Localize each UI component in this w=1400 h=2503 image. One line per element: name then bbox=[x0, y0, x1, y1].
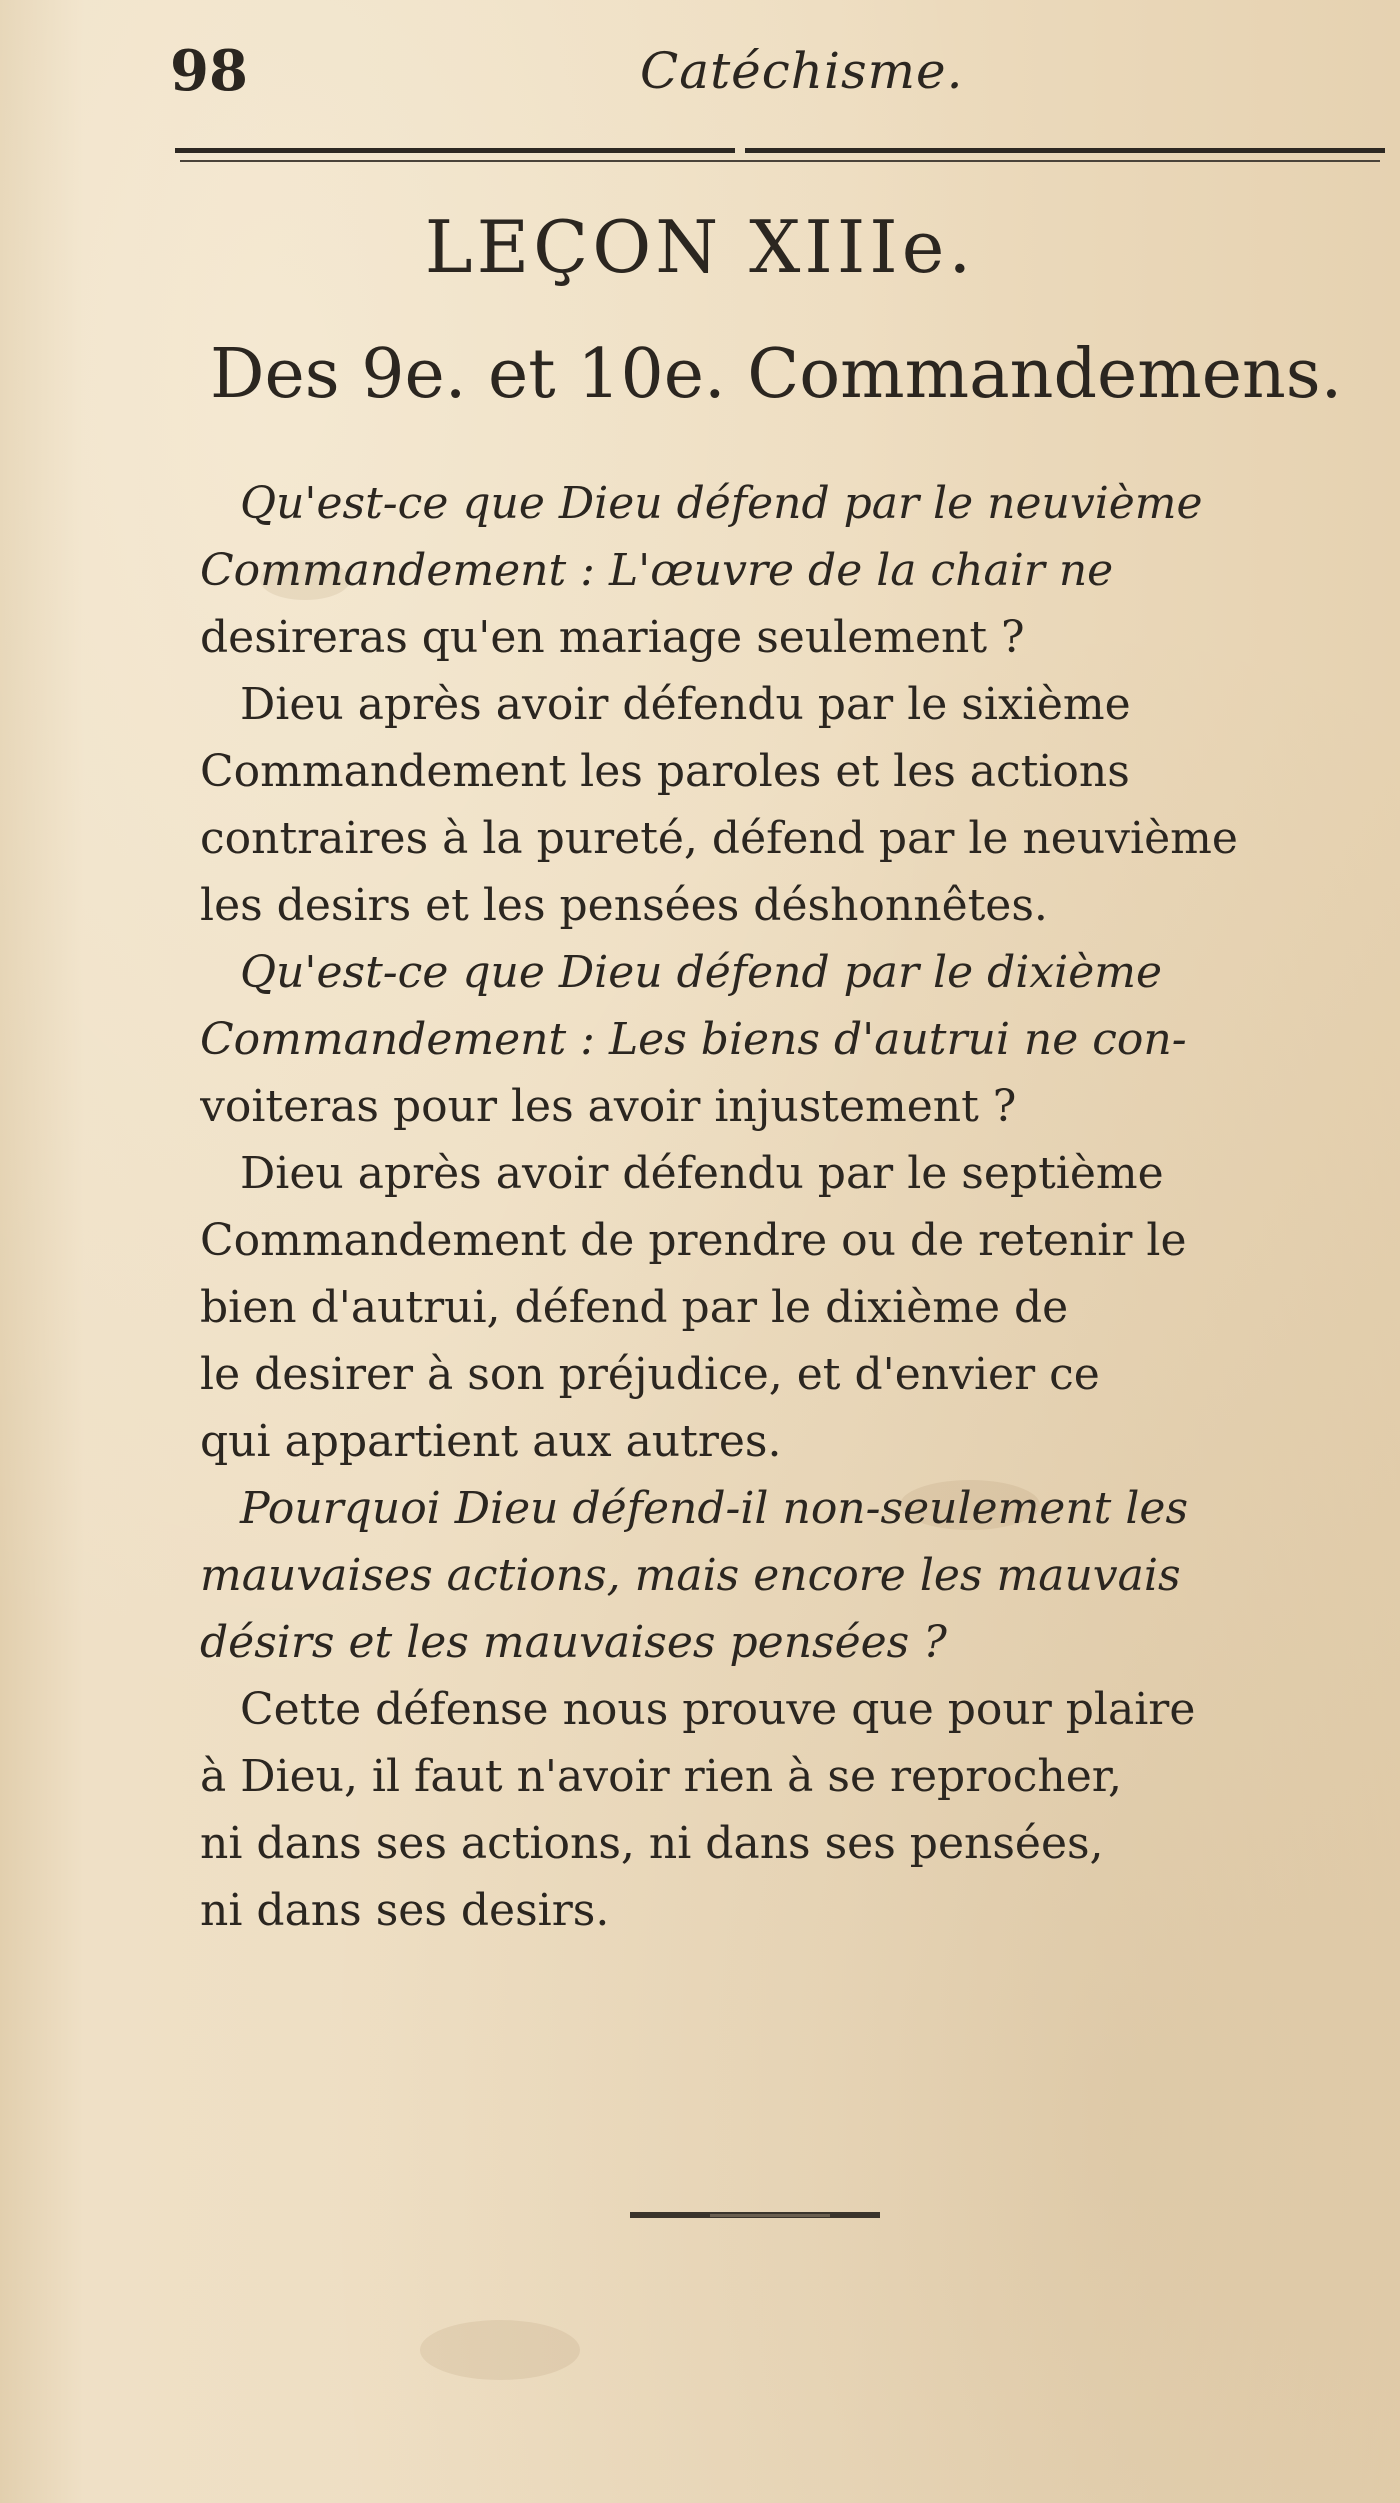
text-line: Commandement : L'œuvre de la chair ne bbox=[200, 545, 1114, 596]
text-line: Commandement de prendre ou de retenir le bbox=[200, 1215, 1187, 1266]
text-line: Commandement les paroles et les actions bbox=[200, 746, 1130, 797]
catechism-body bbox=[200, 470, 1380, 1944]
text-line: Dieu après avoir défendu par le septième bbox=[240, 1148, 1164, 1199]
closing-ornament-rule bbox=[630, 2212, 880, 2218]
answer-paragraph bbox=[200, 1140, 1380, 1475]
answer-paragraph bbox=[200, 671, 1380, 939]
question-paragraph bbox=[200, 939, 1380, 1140]
text-line: Pourquoi Dieu défend-il non-seulement les bbox=[240, 1483, 1189, 1534]
running-head: Catéchisme. bbox=[640, 42, 964, 100]
text-line: contraires à la pureté, défend par le neuvième bbox=[200, 813, 1238, 864]
question-paragraph bbox=[200, 1475, 1380, 1676]
header-rule-left bbox=[175, 148, 735, 153]
text-line: ni dans ses actions, ni dans ses pensées, bbox=[200, 1818, 1104, 1869]
text-line: desireras qu'en mariage seulement ? bbox=[200, 612, 1025, 663]
text-line: ni dans ses desirs. bbox=[200, 1885, 610, 1936]
page-header bbox=[170, 38, 1390, 108]
page-number: 98 bbox=[170, 38, 248, 104]
text-line: le desirer à son préjudice, et d'envier ce bbox=[200, 1349, 1100, 1400]
text-line: Cette défense nous prouve que pour plaire bbox=[240, 1684, 1196, 1735]
text-line: à Dieu, il faut n'avoir rien à se reprocher, bbox=[200, 1751, 1122, 1802]
header-rule-right bbox=[745, 148, 1385, 153]
text-line: Qu'est-ce que Dieu défend par le neuvième bbox=[240, 478, 1203, 529]
text-line: mauvaises actions, mais encore les mauvais bbox=[200, 1550, 1181, 1601]
text-line: bien d'autrui, défend par le dixième de bbox=[200, 1282, 1069, 1333]
question-paragraph bbox=[200, 470, 1380, 671]
answer-paragraph bbox=[200, 1676, 1380, 1944]
text-line: voiteras pour les avoir injustement ? bbox=[200, 1081, 1017, 1132]
text-line: qui appartient aux autres. bbox=[200, 1416, 782, 1467]
paper-stain bbox=[420, 2320, 580, 2380]
header-rule-thin bbox=[180, 160, 1380, 162]
text-line: Dieu après avoir défendu par le sixième bbox=[240, 679, 1131, 730]
text-line: Qu'est-ce que Dieu défend par le dixième bbox=[240, 947, 1163, 998]
lesson-subtitle: Des 9e. et 10e. Commandemens. bbox=[210, 335, 1343, 414]
text-line: les desirs et les pensées déshonnêtes. bbox=[200, 880, 1048, 931]
text-line: Commandement : Les biens d'autrui ne con- bbox=[200, 1014, 1187, 1065]
text-line: désirs et les mauvaises pensées ? bbox=[200, 1617, 947, 1668]
lesson-title: LEÇON XIIIe. bbox=[424, 205, 976, 289]
